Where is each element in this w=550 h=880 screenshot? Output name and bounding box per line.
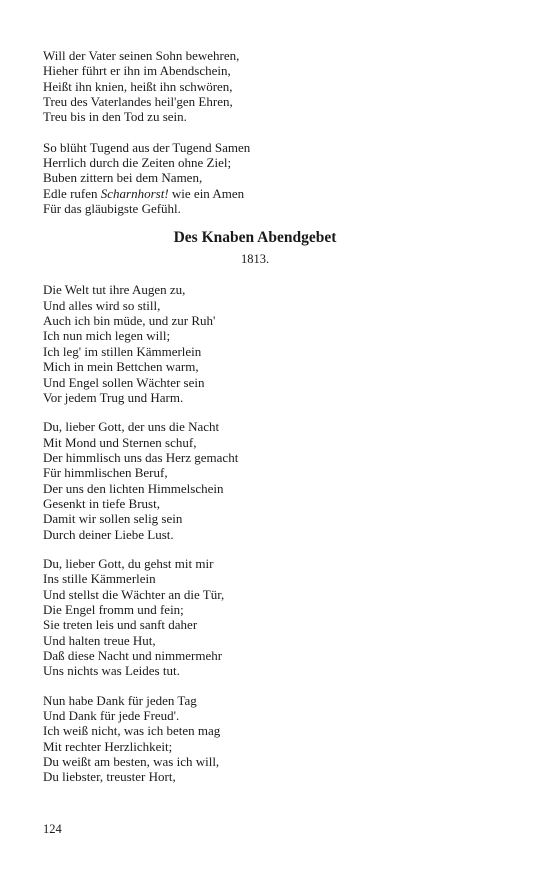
verse-line: Damit wir sollen selig sein (43, 511, 183, 527)
verse-line: Treu bis in den Tod zu sein. (43, 109, 187, 125)
verse-line: Für das gläubigste Gefühl. (43, 201, 181, 217)
verse-line: Ins stille Kämmerlein (43, 571, 156, 587)
verse-line: Mit Mond und Sternen schuf, (43, 434, 197, 450)
verse-line: Und alles wird so still, (43, 297, 161, 313)
poem-stanza-4 (43, 693, 483, 785)
verse-line: Du liebster, treuster Hort, (43, 769, 176, 785)
verse-line: Die Engel fromm und fein; (43, 601, 184, 617)
poem-stanza-1 (43, 282, 483, 405)
verse-line: Mich in mein Bettchen warm, (43, 359, 199, 375)
poem-stanza-2 (43, 419, 483, 542)
emphasized-name: Scharnhorst! (100, 185, 169, 201)
verse-line: So blüht Tugend aus der Tugend Samen (43, 139, 251, 155)
verse-line: Und stellst die Wächter an die Tür, (43, 586, 225, 602)
verse-line: Der himmlisch uns das Herz gemacht (43, 449, 239, 465)
verse-line: Für himmlischen Beruf, (43, 465, 168, 481)
page-body (43, 48, 483, 785)
verse-line: Sie treten leis und sanft daher (43, 617, 198, 633)
verse-line: Ich leg' im stillen Kämmerlein (43, 343, 202, 359)
verse-line: Du, lieber Gott, du gehst mit mir (43, 555, 214, 571)
verse-text: wie ein Amen (168, 185, 245, 201)
verse-line: Buben zittern bei dem Namen, (43, 170, 203, 186)
verse-line: Ich nun mich legen will; (43, 328, 171, 344)
verse-line: Vor jedem Trug und Harm. (43, 389, 184, 405)
verse-line: Ich weiß nicht, was ich beten mag (43, 723, 221, 739)
verse-line: Daß diese Nacht und nimmermehr (43, 648, 223, 663)
continued-stanza-1 (43, 48, 483, 125)
verse-line: Und Engel sollen Wächter sein (43, 374, 205, 390)
verse-line: Auch ich bin müde, und zur Ruh' (43, 313, 216, 329)
verse-line: Gesenkt in tiefe Brust, (43, 495, 160, 511)
verse-line: Will der Vater seinen Sohn bewehren, (43, 48, 240, 63)
verse-line: Du, lieber Gott, der uns die Nacht (43, 419, 220, 435)
verse-line: Durch deiner Liebe Lust. (43, 526, 174, 542)
verse-line-with-emphasis (43, 186, 483, 201)
verse-line: Der uns den lichten Himmelschein (43, 480, 224, 496)
poem-year: 1813. (240, 252, 270, 267)
verse-line: Herrlich durch die Zeiten ohne Ziel; (43, 155, 232, 171)
verse-line: Hieher führt er ihn im Abendschein, (43, 63, 231, 79)
verse-line: Die Welt tut ihre Augen zu, (43, 282, 186, 298)
poem-stanza-3 (43, 556, 483, 679)
verse-line: Und halten treue Hut, (43, 632, 156, 648)
verse-line: Mit rechter Herzlichkeit; (43, 738, 173, 754)
verse-line: Du weißt am besten, was ich will, (43, 754, 220, 770)
poem-title: Des Knaben Abendgebet (173, 229, 337, 247)
page-number: 124 (43, 822, 62, 836)
verse-line: Uns nichts was Leides tut. (43, 663, 180, 679)
verse-line: Und Dank für jede Freud'. (43, 708, 180, 724)
verse-text: Edle rufen (43, 185, 101, 201)
verse-line: Nun habe Dank für jeden Tag (43, 692, 197, 708)
verse-line: Treu des Vaterlandes heil'gen Ehren, (43, 94, 233, 110)
verse-line: Heißt ihn knien, heißt ihn schwören, (43, 78, 233, 94)
continued-stanza-2 (43, 140, 483, 217)
